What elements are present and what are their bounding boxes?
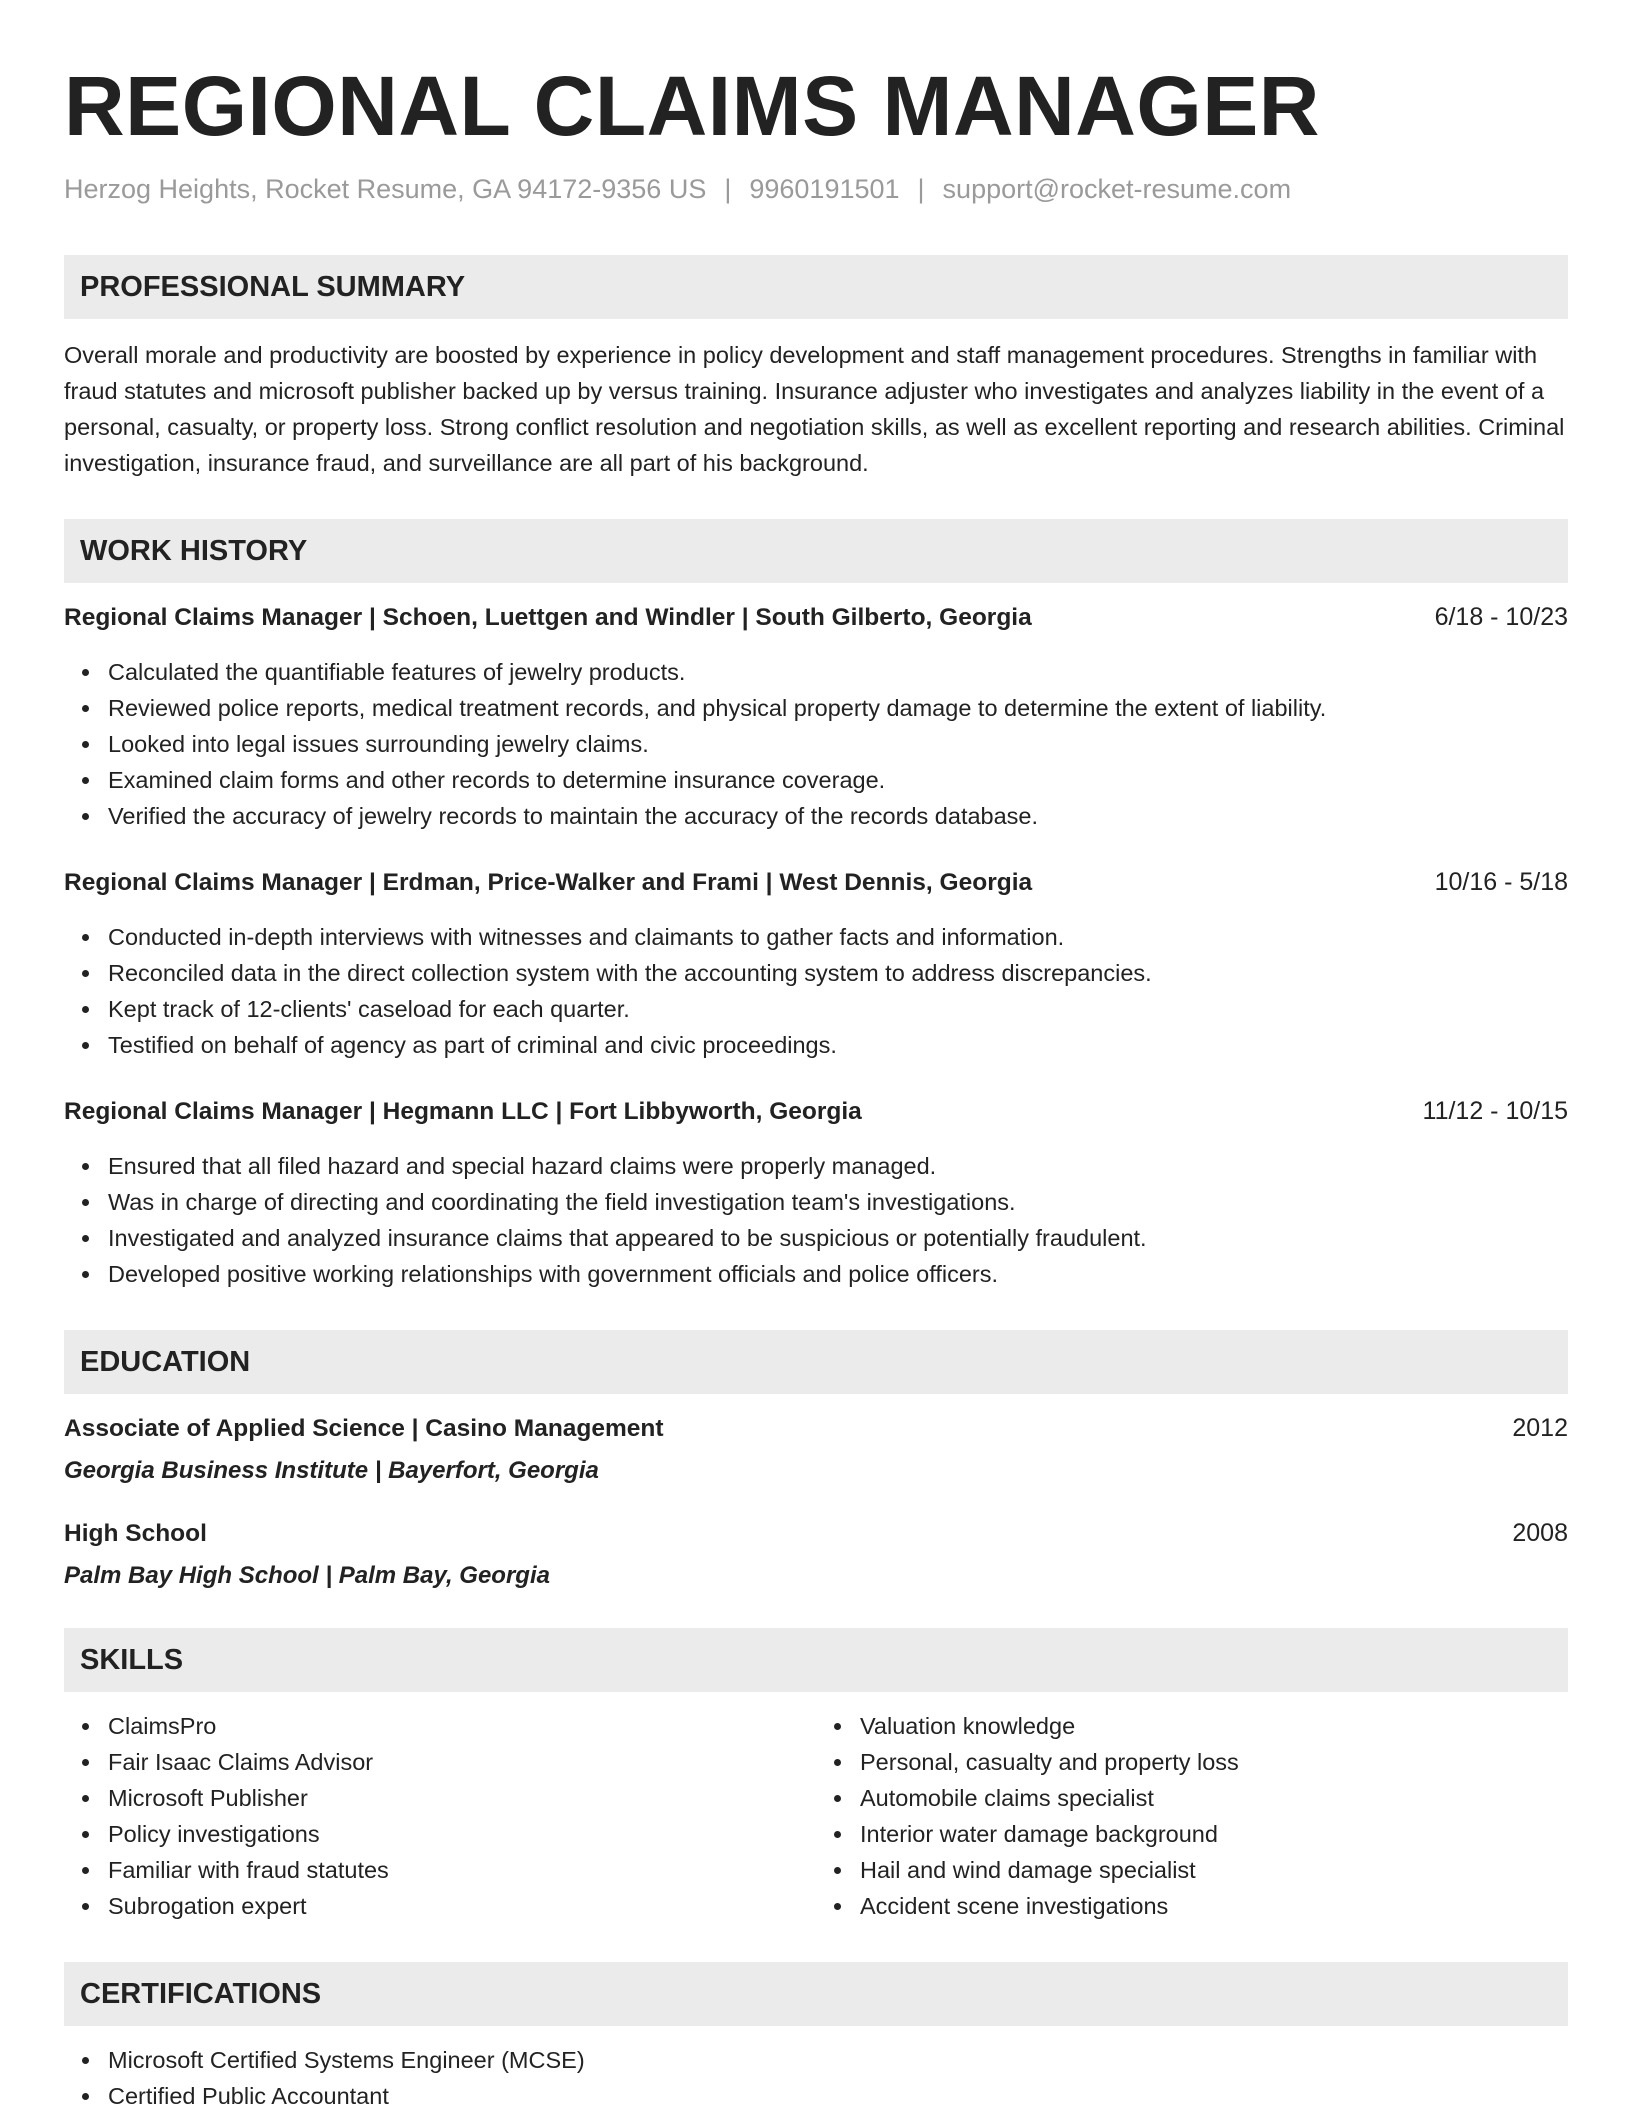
skill-item: ClaimsPro	[108, 1708, 816, 1744]
job-bullet: Looked into legal issues surrounding jewelry claims.	[108, 726, 1568, 762]
education-school: Georgia Business Institute | Bayerfort, Georgia	[64, 1457, 599, 1484]
skills-heading: SKILLS	[64, 1628, 1568, 1692]
skill-item: Familiar with fraud statutes	[108, 1852, 816, 1888]
contact-separator: |	[917, 174, 925, 204]
job-bullet: Investigated and analyzed insurance claims that appeared to be suspicious or potentially fraudulent.	[108, 1220, 1568, 1256]
job-title: Regional Claims Manager | Schoen, Luettgen and Windler | South Gilberto, Georgia	[64, 604, 1032, 631]
job-bullet: Kept track of 12-clients' caseload for each quarter.	[108, 991, 1568, 1027]
education-degree: High School	[64, 1520, 207, 1547]
job-dates: 10/16 - 5/18	[1434, 868, 1568, 896]
job-bullet: Ensured that all filed hazard and special hazard claims were properly managed.	[108, 1148, 1568, 1184]
job-dates: 6/18 - 10/23	[1434, 603, 1568, 631]
job-bullet: Calculated the quantifiable features of jewelry products.	[108, 654, 1568, 690]
education-entry	[64, 1519, 1568, 1590]
summary-heading: PROFESSIONAL SUMMARY	[64, 255, 1568, 319]
skill-item: Fair Isaac Claims Advisor	[108, 1744, 816, 1780]
job-bullet: Testified on behalf of agency as part of criminal and civic proceedings.	[108, 1027, 1568, 1063]
contact-address: Herzog Heights, Rocket Resume, GA 94172-9356 US	[64, 174, 707, 204]
skill-item: Personal, casualty and property loss	[860, 1744, 1568, 1780]
education-year: 2008	[1512, 1519, 1568, 1547]
certification-item: Microsoft Certified Systems Engineer (MCSE)	[108, 2042, 1568, 2078]
skill-item: Policy investigations	[108, 1816, 816, 1852]
job-bullets	[64, 919, 1568, 1063]
job-entry	[64, 1097, 1568, 1292]
contact-phone: 9960191501	[749, 174, 900, 204]
job-title: Regional Claims Manager | Erdman, Price-Walker and Frami | West Dennis, Georgia	[64, 869, 1033, 896]
skills-column-right	[816, 1708, 1568, 1924]
contact-line	[64, 174, 1568, 205]
skill-item: Hail and wind damage specialist	[860, 1852, 1568, 1888]
job-bullets	[64, 654, 1568, 834]
job-title: Regional Claims Manager | Hegmann LLC | Fort Libbyworth, Georgia	[64, 1098, 862, 1125]
job-bullet: Was in charge of directing and coordinating the field investigation team's investigations.	[108, 1184, 1568, 1220]
contact-email: support@rocket-resume.com	[942, 174, 1292, 204]
skill-item: Microsoft Publisher	[108, 1780, 816, 1816]
certifications-bullets	[64, 2042, 1568, 2114]
education-heading: EDUCATION	[64, 1330, 1568, 1394]
skill-item: Subrogation expert	[108, 1888, 816, 1924]
job-bullet: Examined claim forms and other records to determine insurance coverage.	[108, 762, 1568, 798]
skill-item: Interior water damage background	[860, 1816, 1568, 1852]
education-year: 2012	[1512, 1414, 1568, 1442]
resume-title: REGIONAL CLAIMS MANAGER	[64, 59, 1320, 153]
education-entry	[64, 1414, 1568, 1485]
job-bullet: Reconciled data in the direct collection system with the accounting system to address discrepancies.	[108, 955, 1568, 991]
work-history-heading: WORK HISTORY	[64, 519, 1568, 583]
skill-item: Valuation knowledge	[860, 1708, 1568, 1744]
job-bullet: Reviewed police reports, medical treatment records, and physical property damage to determine the extent of liability.	[108, 690, 1568, 726]
job-dates: 11/12 - 10/15	[1422, 1097, 1568, 1125]
certification-item: Certified Public Accountant	[108, 2078, 1568, 2114]
skill-item: Accident scene investigations	[860, 1888, 1568, 1924]
job-bullet: Conducted in-depth interviews with witnesses and claimants to gather facts and information.	[108, 919, 1568, 955]
job-entry	[64, 603, 1568, 834]
contact-separator: |	[724, 174, 732, 204]
education-degree: Associate of Applied Science | Casino Management	[64, 1415, 664, 1442]
job-bullet: Developed positive working relationships with government officials and police officers.	[108, 1256, 1568, 1292]
job-bullets	[64, 1148, 1568, 1292]
job-entry	[64, 868, 1568, 1063]
skills-column-left	[64, 1708, 816, 1924]
education-school: Palm Bay High School | Palm Bay, Georgia	[64, 1562, 550, 1589]
skills-list	[64, 1708, 1568, 1924]
certifications-heading: CERTIFICATIONS	[64, 1962, 1568, 2026]
job-bullet: Verified the accuracy of jewelry records to maintain the accuracy of the records database.	[108, 798, 1568, 834]
summary-text: Overall morale and productivity are boosted by experience in policy development and staff management procedures. Strengths in familiar with fraud statutes and microsoft publisher backed up by versus training. Insurance adjuster who investigates and analyzes liability in the event of a personal, casualty, or property loss. Strong conflict resolution and negotiation skills, as well as excellent reporting and research abilities. Criminal investigation, insurance fraud, and surveillance are all part of his background.	[64, 342, 1565, 476]
skill-item: Automobile claims specialist	[860, 1780, 1568, 1816]
certifications-list	[64, 2042, 1568, 2114]
